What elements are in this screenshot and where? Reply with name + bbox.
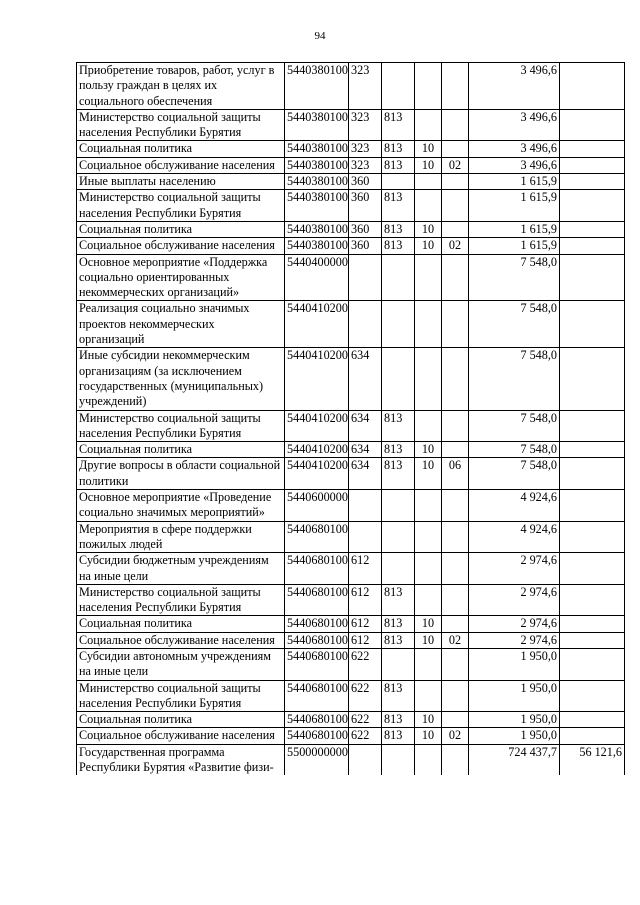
federal-amount-cell xyxy=(560,584,625,616)
section-code-cell xyxy=(415,348,442,410)
row-name-cell: Другие вопросы в области социальной политики xyxy=(77,458,285,490)
target-article-code-cell: 5440600000 xyxy=(285,490,349,522)
amount-cell: 1 615,9 xyxy=(469,174,560,190)
budget-table xyxy=(76,62,625,775)
section-code-cell xyxy=(415,410,442,442)
amount-cell: 2 974,6 xyxy=(469,632,560,648)
expense-type-code-cell: 612 xyxy=(349,584,382,616)
federal-amount-cell: 56 121,6 xyxy=(560,744,625,775)
expense-type-code-cell: 360 xyxy=(349,190,382,222)
subsection-code-cell xyxy=(442,648,469,680)
budget-table-body xyxy=(77,63,625,776)
table-row xyxy=(77,348,625,410)
row-name-cell: Социальное обслуживание населения xyxy=(77,238,285,254)
federal-amount-cell xyxy=(560,174,625,190)
subsection-code-cell xyxy=(442,410,469,442)
subsection-code-cell xyxy=(442,174,469,190)
target-article-code-cell: 5440680100 xyxy=(285,648,349,680)
target-article-code-cell: 5440410200 xyxy=(285,348,349,410)
row-name-cell: Социальная политика xyxy=(77,141,285,157)
subsection-code-cell xyxy=(442,584,469,616)
amount-cell: 7 548,0 xyxy=(469,442,560,458)
administrator-code-cell: 813 xyxy=(382,616,415,632)
administrator-code-cell: 813 xyxy=(382,141,415,157)
row-name-cell: Социальное обслуживание населения xyxy=(77,728,285,744)
amount-cell: 2 974,6 xyxy=(469,616,560,632)
amount-cell: 2 974,6 xyxy=(469,553,560,585)
table-row xyxy=(77,174,625,190)
row-name-cell: Иные выплаты населению xyxy=(77,174,285,190)
target-article-code-cell: 5440680100 xyxy=(285,728,349,744)
row-name-cell: Приобретение товаров, работ, услуг в пользу граждан в целях их социального обеспечения xyxy=(77,63,285,110)
administrator-code-cell: 813 xyxy=(382,157,415,173)
target-article-code-cell: 5440410200 xyxy=(285,301,349,348)
expense-type-code-cell xyxy=(349,254,382,301)
target-article-code-cell: 5440380100 xyxy=(285,109,349,141)
table-row xyxy=(77,648,625,680)
federal-amount-cell xyxy=(560,521,625,553)
federal-amount-cell xyxy=(560,238,625,254)
section-code-cell: 10 xyxy=(415,458,442,490)
subsection-code-cell xyxy=(442,521,469,553)
target-article-code-cell: 5440380100 xyxy=(285,141,349,157)
administrator-code-cell: 813 xyxy=(382,712,415,728)
administrator-code-cell: 813 xyxy=(382,728,415,744)
amount-cell: 1 950,0 xyxy=(469,712,560,728)
subsection-code-cell xyxy=(442,442,469,458)
administrator-code-cell: 813 xyxy=(382,410,415,442)
row-name-cell: Социальная политика xyxy=(77,442,285,458)
expense-type-code-cell: 360 xyxy=(349,174,382,190)
row-name-cell: Иные субсидии некоммерческим организациям (за исключением государственных (муниципальных) учреждений) xyxy=(77,348,285,410)
section-code-cell xyxy=(415,174,442,190)
subsection-code-cell xyxy=(442,712,469,728)
target-article-code-cell: 5440380100 xyxy=(285,174,349,190)
federal-amount-cell xyxy=(560,442,625,458)
administrator-code-cell: 813 xyxy=(382,632,415,648)
administrator-code-cell: 813 xyxy=(382,221,415,237)
section-code-cell: 10 xyxy=(415,221,442,237)
target-article-code-cell: 5440380100 xyxy=(285,238,349,254)
subsection-code-cell xyxy=(442,553,469,585)
amount-cell: 7 548,0 xyxy=(469,301,560,348)
table-row xyxy=(77,680,625,712)
amount-cell: 3 496,6 xyxy=(469,157,560,173)
target-article-code-cell: 5440680100 xyxy=(285,553,349,585)
subsection-code-cell xyxy=(442,109,469,141)
expense-type-code-cell: 612 xyxy=(349,616,382,632)
amount-cell: 1 950,0 xyxy=(469,680,560,712)
expense-type-code-cell: 622 xyxy=(349,680,382,712)
amount-cell: 1 615,9 xyxy=(469,238,560,254)
table-row xyxy=(77,442,625,458)
row-name-cell: Социальная политика xyxy=(77,616,285,632)
administrator-code-cell xyxy=(382,174,415,190)
target-article-code-cell: 5440410200 xyxy=(285,410,349,442)
federal-amount-cell xyxy=(560,553,625,585)
expense-type-code-cell: 622 xyxy=(349,648,382,680)
row-name-cell: Реализация социально значимых проектов некоммерческих организаций xyxy=(77,301,285,348)
section-code-cell: 10 xyxy=(415,141,442,157)
amount-cell: 3 496,6 xyxy=(469,109,560,141)
page-number: 94 xyxy=(314,30,326,42)
expense-type-code-cell: 612 xyxy=(349,632,382,648)
table-row xyxy=(77,254,625,301)
target-article-code-cell: 5440410200 xyxy=(285,442,349,458)
amount-cell: 3 496,6 xyxy=(469,63,560,110)
row-name-cell: Государственная программа Республики Бурятия «Развитие физи- xyxy=(77,744,285,775)
section-code-cell xyxy=(415,553,442,585)
subsection-code-cell xyxy=(442,301,469,348)
section-code-cell xyxy=(415,680,442,712)
target-article-code-cell: 5440680100 xyxy=(285,584,349,616)
section-code-cell xyxy=(415,190,442,222)
federal-amount-cell xyxy=(560,680,625,712)
federal-amount-cell xyxy=(560,254,625,301)
expense-type-code-cell: 360 xyxy=(349,221,382,237)
expense-type-code-cell xyxy=(349,490,382,522)
row-name-cell: Основное мероприятие «Поддержка социально ориентированных некоммерческих организаций» xyxy=(77,254,285,301)
table-row xyxy=(77,301,625,348)
federal-amount-cell xyxy=(560,301,625,348)
expense-type-code-cell: 634 xyxy=(349,410,382,442)
subsection-code-cell: 02 xyxy=(442,728,469,744)
amount-cell: 7 548,0 xyxy=(469,410,560,442)
subsection-code-cell xyxy=(442,348,469,410)
subsection-code-cell: 06 xyxy=(442,458,469,490)
federal-amount-cell xyxy=(560,712,625,728)
row-name-cell: Министерство социальной защиты населения Республики Бурятия xyxy=(77,584,285,616)
section-code-cell xyxy=(415,301,442,348)
row-name-cell: Министерство социальной защиты населения Республики Бурятия xyxy=(77,410,285,442)
federal-amount-cell xyxy=(560,109,625,141)
subsection-code-cell: 02 xyxy=(442,238,469,254)
section-code-cell xyxy=(415,521,442,553)
subsection-code-cell xyxy=(442,616,469,632)
section-code-cell: 10 xyxy=(415,616,442,632)
administrator-code-cell xyxy=(382,648,415,680)
table-row xyxy=(77,553,625,585)
section-code-cell xyxy=(415,109,442,141)
target-article-code-cell: 5440380100 xyxy=(285,63,349,110)
section-code-cell xyxy=(415,254,442,301)
federal-amount-cell xyxy=(560,458,625,490)
subsection-code-cell xyxy=(442,221,469,237)
subsection-code-cell xyxy=(442,744,469,775)
administrator-code-cell: 813 xyxy=(382,458,415,490)
target-article-code-cell: 5440680100 xyxy=(285,616,349,632)
administrator-code-cell: 813 xyxy=(382,442,415,458)
row-name-cell: Социальная политика xyxy=(77,221,285,237)
expense-type-code-cell: 323 xyxy=(349,63,382,110)
federal-amount-cell xyxy=(560,490,625,522)
amount-cell: 1 950,0 xyxy=(469,728,560,744)
amount-cell: 7 548,0 xyxy=(469,254,560,301)
federal-amount-cell xyxy=(560,410,625,442)
expense-type-code-cell: 622 xyxy=(349,712,382,728)
amount-cell: 1 950,0 xyxy=(469,648,560,680)
section-code-cell xyxy=(415,63,442,110)
amount-cell: 2 974,6 xyxy=(469,584,560,616)
table-row xyxy=(77,521,625,553)
table-row xyxy=(77,141,625,157)
subsection-code-cell: 02 xyxy=(442,157,469,173)
section-code-cell xyxy=(415,648,442,680)
target-article-code-cell: 5440680100 xyxy=(285,521,349,553)
section-code-cell: 10 xyxy=(415,238,442,254)
amount-cell: 724 437,7 xyxy=(469,744,560,775)
federal-amount-cell xyxy=(560,632,625,648)
federal-amount-cell xyxy=(560,348,625,410)
table-row xyxy=(77,458,625,490)
section-code-cell: 10 xyxy=(415,712,442,728)
section-code-cell: 10 xyxy=(415,728,442,744)
federal-amount-cell xyxy=(560,157,625,173)
expense-type-code-cell: 323 xyxy=(349,141,382,157)
table-row xyxy=(77,632,625,648)
administrator-code-cell: 813 xyxy=(382,584,415,616)
subsection-code-cell xyxy=(442,190,469,222)
section-code-cell xyxy=(415,490,442,522)
table-row xyxy=(77,584,625,616)
federal-amount-cell xyxy=(560,648,625,680)
amount-cell: 4 924,6 xyxy=(469,490,560,522)
administrator-code-cell: 813 xyxy=(382,680,415,712)
expense-type-code-cell: 622 xyxy=(349,728,382,744)
administrator-code-cell xyxy=(382,521,415,553)
table-row xyxy=(77,157,625,173)
amount-cell: 7 548,0 xyxy=(469,348,560,410)
table-row xyxy=(77,728,625,744)
expense-type-code-cell: 323 xyxy=(349,157,382,173)
administrator-code-cell xyxy=(382,348,415,410)
administrator-code-cell: 813 xyxy=(382,109,415,141)
amount-cell: 1 615,9 xyxy=(469,190,560,222)
subsection-code-cell xyxy=(442,254,469,301)
amount-cell: 7 548,0 xyxy=(469,458,560,490)
table-row xyxy=(77,410,625,442)
federal-amount-cell xyxy=(560,141,625,157)
target-article-code-cell: 5440680100 xyxy=(285,712,349,728)
subsection-code-cell: 02 xyxy=(442,632,469,648)
table-row xyxy=(77,109,625,141)
section-code-cell: 10 xyxy=(415,157,442,173)
amount-cell: 4 924,6 xyxy=(469,521,560,553)
subsection-code-cell xyxy=(442,490,469,522)
administrator-code-cell xyxy=(382,63,415,110)
administrator-code-cell: 813 xyxy=(382,238,415,254)
target-article-code-cell: 5440380100 xyxy=(285,221,349,237)
federal-amount-cell xyxy=(560,728,625,744)
table-row xyxy=(77,238,625,254)
row-name-cell: Социальная политика xyxy=(77,712,285,728)
expense-type-code-cell: 634 xyxy=(349,348,382,410)
target-article-code-cell: 5440400000 xyxy=(285,254,349,301)
target-article-code-cell: 5440680100 xyxy=(285,680,349,712)
administrator-code-cell xyxy=(382,490,415,522)
table-row xyxy=(77,190,625,222)
expense-type-code-cell: 634 xyxy=(349,458,382,490)
row-name-cell: Мероприятия в сфере поддержки пожилых людей xyxy=(77,521,285,553)
row-name-cell: Министерство социальной защиты населения Республики Бурятия xyxy=(77,680,285,712)
subsection-code-cell xyxy=(442,141,469,157)
federal-amount-cell xyxy=(560,63,625,110)
table-row xyxy=(77,744,625,775)
amount-cell: 3 496,6 xyxy=(469,141,560,157)
administrator-code-cell xyxy=(382,254,415,301)
expense-type-code-cell xyxy=(349,521,382,553)
row-name-cell: Субсидии автономным учреждениям на иные цели xyxy=(77,648,285,680)
expense-type-code-cell xyxy=(349,744,382,775)
table-row xyxy=(77,490,625,522)
administrator-code-cell: 813 xyxy=(382,190,415,222)
section-code-cell xyxy=(415,584,442,616)
administrator-code-cell xyxy=(382,301,415,348)
section-code-cell: 10 xyxy=(415,632,442,648)
target-article-code-cell: 5440380100 xyxy=(285,157,349,173)
table-row xyxy=(77,63,625,110)
table-row xyxy=(77,221,625,237)
federal-amount-cell xyxy=(560,221,625,237)
target-article-code-cell: 5440380100 xyxy=(285,190,349,222)
target-article-code-cell: 5440410200 xyxy=(285,458,349,490)
amount-cell: 1 615,9 xyxy=(469,221,560,237)
administrator-code-cell xyxy=(382,744,415,775)
section-code-cell xyxy=(415,744,442,775)
expense-type-code-cell xyxy=(349,301,382,348)
row-name-cell: Министерство социальной защиты населения Республики Бурятия xyxy=(77,190,285,222)
expense-type-code-cell: 634 xyxy=(349,442,382,458)
row-name-cell: Основное мероприятие «Проведение социально значимых мероприятий» xyxy=(77,490,285,522)
federal-amount-cell xyxy=(560,616,625,632)
subsection-code-cell xyxy=(442,63,469,110)
row-name-cell: Субсидии бюджетным учреждениям на иные цели xyxy=(77,553,285,585)
row-name-cell: Министерство социальной защиты населения Республики Бурятия xyxy=(77,109,285,141)
administrator-code-cell xyxy=(382,553,415,585)
table-row xyxy=(77,712,625,728)
federal-amount-cell xyxy=(560,190,625,222)
row-name-cell: Социальное обслуживание населения xyxy=(77,157,285,173)
section-code-cell: 10 xyxy=(415,442,442,458)
subsection-code-cell xyxy=(442,680,469,712)
expense-type-code-cell: 360 xyxy=(349,238,382,254)
expense-type-code-cell: 612 xyxy=(349,553,382,585)
target-article-code-cell: 5440680100 xyxy=(285,632,349,648)
expense-type-code-cell: 323 xyxy=(349,109,382,141)
target-article-code-cell: 5500000000 xyxy=(285,744,349,775)
row-name-cell: Социальное обслуживание населения xyxy=(77,632,285,648)
table-row xyxy=(77,616,625,632)
